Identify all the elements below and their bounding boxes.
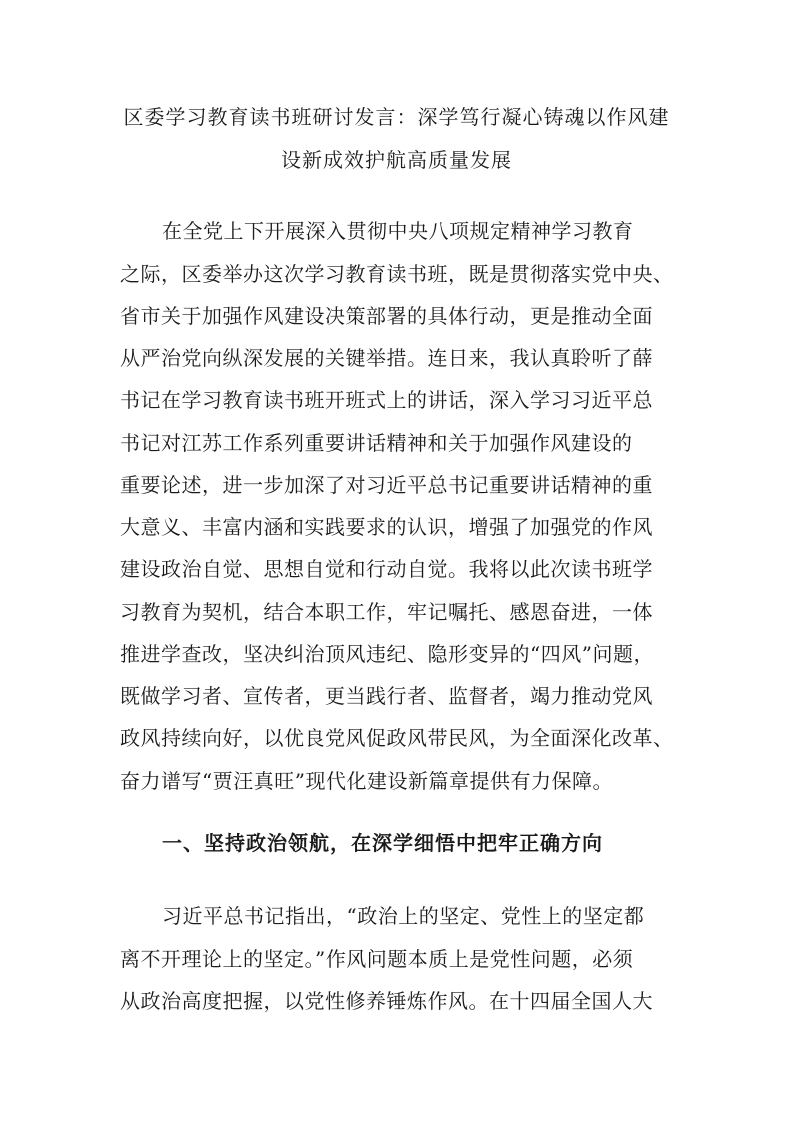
section-1-line-2: 离不开理论上的坚定。”作风问题本质上是党性问题，必须 bbox=[120, 947, 634, 971]
intro-line-3: 省市关于加强作风建设决策部署的具体行动，更是推动全面 bbox=[120, 304, 653, 328]
intro-line-4: 从严治党向纵深发展的关键举措。连日来，我认真聆听了薛 bbox=[120, 346, 653, 370]
intro-line-1: 在全党上下开展深入贯彻中央八项规定精神学习教育 bbox=[162, 219, 634, 243]
intro-line-7: 重要论述，进一步加深了对习近平总书记重要讲话精神的重 bbox=[120, 473, 653, 497]
intro-line-9: 建设政治自觉、思想自觉和行动自觉。我将以此次读书班学 bbox=[120, 557, 653, 581]
section-1-heading: 一、坚持政治领航，在深学细悟中把牢正确方向 bbox=[162, 831, 603, 855]
intro-line-12: 既做学习者、宣传者，更当践行者、监督者，竭力推动党风 bbox=[120, 684, 653, 708]
intro-line-13: 政风持续向好，以优良党风促政风带民风，为全面深化改革、 bbox=[120, 726, 674, 750]
intro-line-11: 推进学查改，坚决纠治顶风违纪、隐形变异的“四风”问题， bbox=[120, 642, 654, 666]
intro-line-14: 奋力谱写“贾汪真旺”现代化建设新篇章提供有力保障。 bbox=[120, 769, 613, 793]
intro-line-8: 大意义、丰富内涵和实践要求的认识，增强了加强党的作风 bbox=[120, 515, 653, 539]
section-1-line-3: 从政治高度把握，以党性修养锤炼作风。在十四届全国人大 bbox=[120, 989, 653, 1013]
intro-line-6: 书记对江苏工作系列重要讲话精神和关于加强作风建设的 bbox=[120, 431, 633, 455]
intro-line-5: 书记在学习教育读书班开班式上的讲话，深入学习习近平总 bbox=[120, 388, 653, 412]
document-title-line-1: 区委学习教育读书班研讨发言：深学笃行凝心铸魂以作风建 bbox=[123, 105, 670, 129]
document-title-line-2: 设新成效护航高质量发展 bbox=[281, 148, 512, 172]
intro-line-2: 之际，区委举办这次学习教育读书班，既是贯彻落实党中央、 bbox=[120, 262, 674, 286]
section-1-line-1: 习近平总书记指出，“政治上的坚定、党性上的坚定都 bbox=[162, 904, 645, 928]
intro-line-10: 习教育为契机，结合本职工作，牢记嘱托、感恩奋进，一体 bbox=[120, 600, 653, 624]
